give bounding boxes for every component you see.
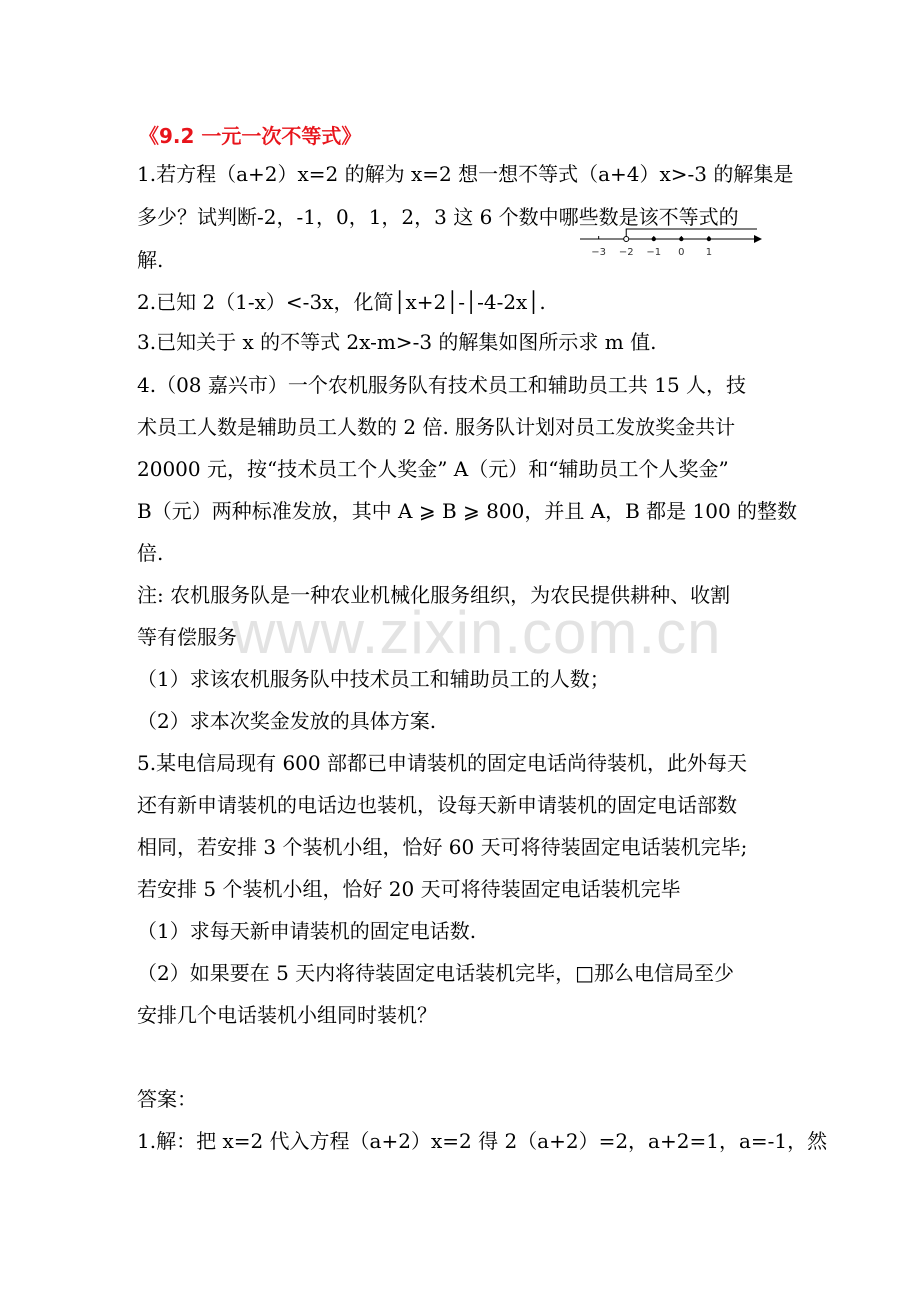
q4-line-4: B（元）两种标准发放，其中 A ⩾ B ⩾ 800，并且 A，B 都是 100 的整数 [137,499,798,523]
q4-part-1: （1）求该农机服务队中技术员工和辅助员工的人数； [137,667,610,691]
answer-heading: 答案： [137,1087,197,1111]
answer-line-1: 1.解：把 x=2 代入方程（a+2）x=2 得 2（a+2）=2，a+2=1，a=-1，然 [137,1129,828,1153]
open-boundary-point [624,237,629,242]
number-line-tick-label: 1 [705,247,713,258]
number-line-tick-label: 0 [678,247,685,258]
solution-set-bracket [626,229,757,239]
q1-line-1: 1.若方程（a+2）x=2 的解为 x=2 想一想不等式（a+4）x>-3 的解集是 [137,162,794,186]
number-line-tick-label: −1 [646,247,662,258]
q5-line-4: 若安排 5 个装机小组，恰好 20 天可将待装固定电话装机完毕 [137,877,681,901]
q4-line-3: 20000 元，按“技术员工个人奖金” A（元）和“辅助员工个人奖金” [137,457,729,481]
q4-note-line-1: 注: 农机服务队是一种农业机械化服务组织，为农民提供耕种、收割 [137,583,731,607]
q4-note-line-2: 等有偿服务. [137,625,244,649]
q5-part-1: （1）求每天新申请装机的固定电话数. [137,919,477,943]
number-line-tick-label: −3 [591,247,607,258]
q5-line-2: 还有新申请装机的电话边也装机，设每天新申请装机的固定电话部数 [137,793,737,817]
number-line-figure [578,225,763,259]
document-title: 《9.2 一元一次不等式》 [139,124,362,148]
filled-point [652,237,656,241]
q4-line-5: 倍. [137,541,164,565]
q5-part-2-line-1: （2）如果要在 5 天内将待装固定电话装机完毕，□那么电信局至少 [137,961,735,985]
q5-line-3: 相同，若安排 3 个装机小组，恰好 60 天可将待装固定电话装机完毕; [137,835,748,859]
filled-point [679,237,683,241]
number-line-tick-label: −2 [618,247,634,258]
q4-line-2: 术员工人数是辅助员工人数的 2 倍. 服务队计划对员工发放奖金共计 [137,415,736,439]
q1-line-2: 多少？试判断-2，-1，0，1，2，3 这 6 个数中哪些数是该不等式的 [137,205,739,229]
number-line-arrow [754,235,762,243]
watermark: www.zixin.com.cn [232,599,722,666]
q2-line: 2.已知 2（1-x）<-3x，化简│x+2│-│-4-2x│. [137,290,546,314]
q4-line-1: 4.（08 嘉兴市）一个农机服务队有技术员工和辅助员工共 15 人，技 [137,373,747,397]
q5-part-2-line-2: 安排几个电话装机小组同时装机？ [137,1003,437,1027]
q4-part-2: （2）求本次奖金发放的具体方案. [137,709,437,733]
q5-line-1: 5.某电信局现有 600 部都已申请装机的固定电话尚待装机，此外每天 [137,751,747,775]
q3-line: 3.已知关于 x 的不等式 2x-m>-3 的解集如图所示求 m 值. [137,330,657,354]
q1-line-3: 解. [137,248,164,272]
filled-point [707,237,711,241]
